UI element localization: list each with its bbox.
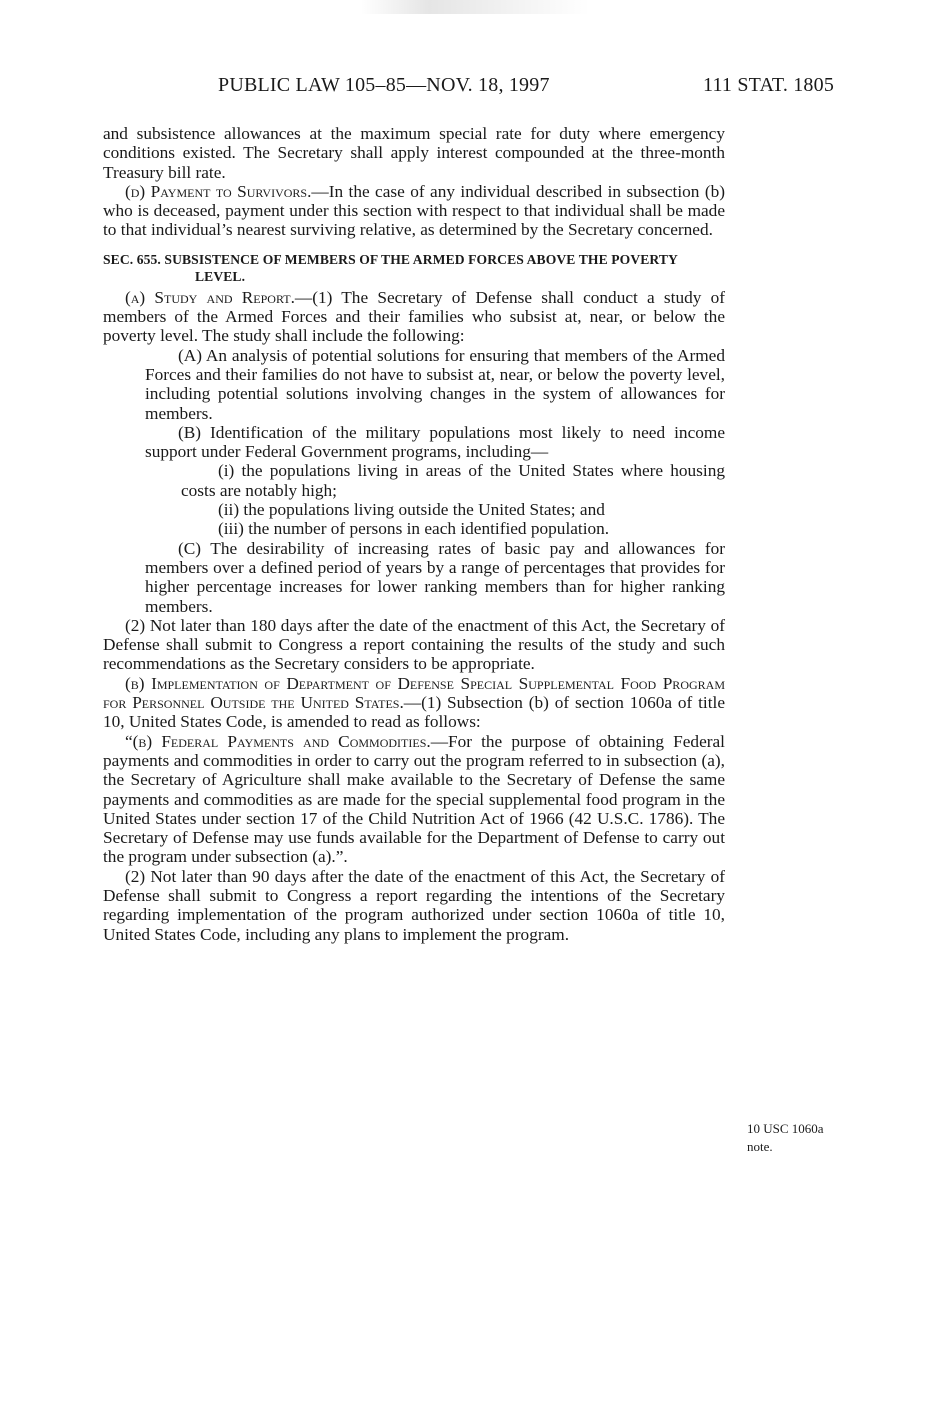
subsection-d-text: —In the case of any individual described in subsection (b) who is deceased, payment under this section with respect to that individual shall be made to that individual’s nearest surviving relative, as determined by the Secretary concerned. [103,181,725,240]
paragraph-a2: (2) Not later than 180 days after the date of the enactment of this Act, the Secretary of Defense shall submit to Congress a report containing the results of the study and such recommendations as the Secretary considers to be appropriate. [103,615,725,674]
subparagraph-C: (C) The desirability of increasing rates of basic pay and allowances for members over a defined period of years by a range of percentages that provides for higher percentage increases for lower ranking members than for higher ranking members. [145,538,725,616]
subparagraph-B: (B) Identification of the military populations most likely to need income support under Federal Government programs, including— [145,422,725,462]
clause-i: (i) the populations living in areas of the United States where housing costs are notably high; [181,461,725,500]
running-header-page: 111 STAT. 1805 [703,74,835,96]
law-text-body [103,124,725,944]
subparagraph-A: (A) An analysis of potential solutions for ensuring that members of the Armed Forces and their families do not have to subsist at, near, or below the poverty level, including potential solutions involving changes in the system of allowances for members. [145,345,725,423]
subsection-b-text: —(1) Subsection (b) of section 1060a of title 10, United States Code, is amended to read as follows: [103,693,725,732]
paragraph-b2: (2) Not later than 90 days after the date of the enactment of this Act, the Secretary of Defense shall submit to Congress a report regarding the intentions of the Secretary regarding implementation of the program authorized under section 1060a of title 10, United States Code, including any plans to implement the program. [103,866,725,944]
margin-note-label: note. [747,1139,773,1154]
quoted-subsection-heading: “(b) Federal Payments and Commodities. [125,731,431,751]
quoted-subsection-text: —For the purpose of obtaining Federal payments and commodities in order to carry out the program referred to in subsection (a), the Secretary of Agriculture shall make available to the Secretary of Defense the same payments and commodities as are made for the special supplemental food program in the United States under section 17 of the Child Nutrition Act of 1966 (42 U.S.C. 1786). The Secretary of Defense may use funds available for the Department of Defense to carry out the program under subsection (a).”. [103,731,725,867]
subsection-a [103,288,725,346]
subsection-b-heading: (b) Implementation of Department of Defense Special Supplemental Food Program for Personnel Outside the United States. [103,673,725,713]
subsection-a-heading: (a) Study and Report. [125,287,295,307]
margin-note-citation: 10 USC 1060a [747,1121,824,1136]
margin-note [747,1120,857,1156]
subsection-d-heading: (d) Payment to Survivors. [125,181,312,201]
running-header-title: PUBLIC LAW 105–85—NOV. 18, 1997 [218,74,550,96]
quoted-subsection [103,732,725,867]
continued-paragraph: and subsistence allowances at the maximum special rate for duty where emergency conditions existed. The Secretary shall apply interest compounded at the three-month Treasury bill rate. [103,124,725,182]
scan-artifact [360,0,590,14]
clause-iii: (iii) the number of persons in each identified population. [218,519,610,539]
section-655-heading: SEC. 655. SUBSISTENCE OF MEMBERS OF THE ARMED FORCES ABOVE THE POVERTY LEVEL. [103,251,678,284]
subsection-b [103,674,725,732]
clause-ii: (ii) the populations living outside the United States; and [218,500,605,520]
subsection-d [103,182,725,240]
subsection-a-text: —(1) The Secretary of Defense shall conduct a study of members of the Armed Forces and their families who subsist at, near, or below the poverty level. The study shall include the following: [103,287,725,346]
